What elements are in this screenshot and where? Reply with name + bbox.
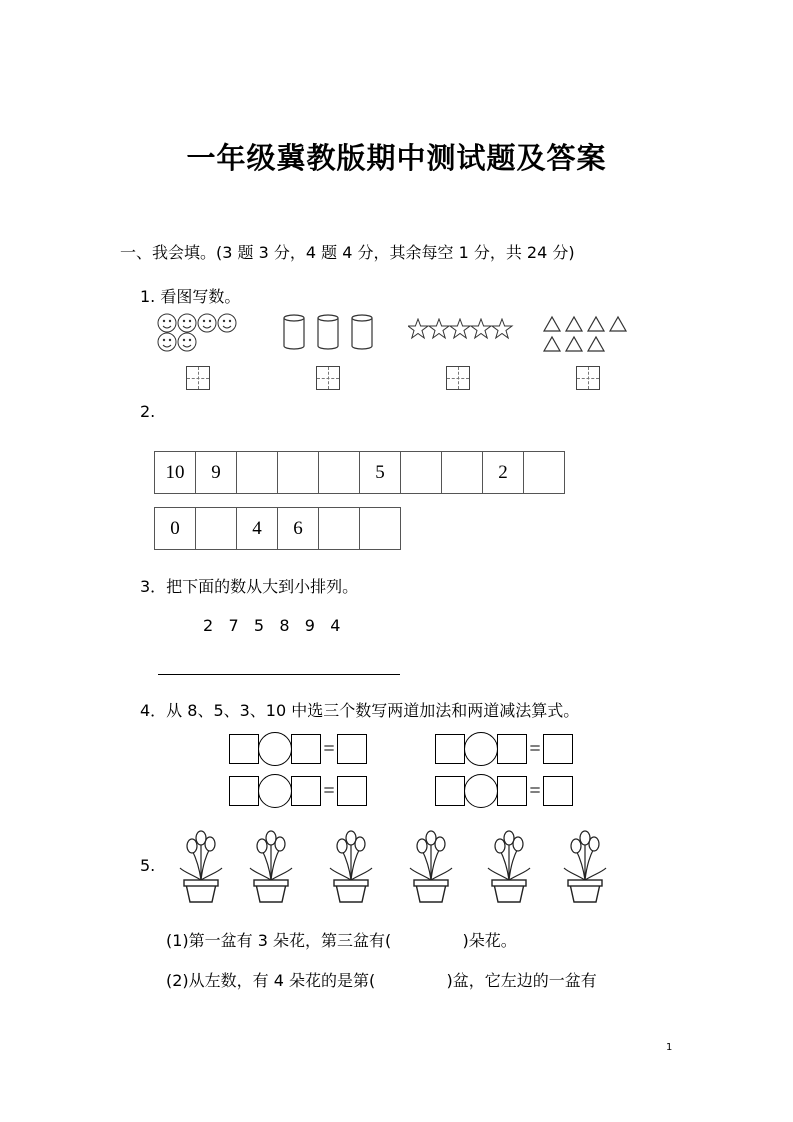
triangles-icon bbox=[542, 314, 632, 354]
sequence-cell[interactable] bbox=[524, 452, 565, 494]
flower-pots-illustration bbox=[170, 824, 630, 904]
number-box[interactable] bbox=[229, 734, 259, 764]
sequence-cell[interactable]: 10 bbox=[155, 452, 196, 494]
answer-box-3[interactable] bbox=[446, 366, 470, 390]
sequence-cell[interactable] bbox=[442, 452, 483, 494]
number-box[interactable] bbox=[497, 734, 527, 764]
section-heading: 一、我会填。(3 题 3 分，4 题 4 分，其余每空 1 分，共 24 分) bbox=[120, 243, 575, 262]
number-sequence-row-1 bbox=[154, 451, 565, 494]
equals-sign: = bbox=[323, 779, 335, 802]
number-sequence-row-2 bbox=[154, 507, 401, 550]
operator-circle[interactable] bbox=[464, 774, 498, 808]
sequence-cell[interactable]: 2 bbox=[483, 452, 524, 494]
result-box[interactable] bbox=[543, 776, 573, 806]
sequence-cell[interactable]: 9 bbox=[196, 452, 237, 494]
question-2-label: 2. bbox=[140, 402, 156, 421]
answer-box-2[interactable] bbox=[316, 366, 340, 390]
question-3-label: 3．把下面的数从大到小排列。 bbox=[140, 577, 359, 596]
sequence-cell[interactable] bbox=[319, 452, 360, 494]
equals-sign: = bbox=[323, 737, 335, 760]
stars-icon bbox=[408, 318, 514, 344]
result-box[interactable] bbox=[337, 776, 367, 806]
operator-circle[interactable] bbox=[258, 774, 292, 808]
sequence-cell[interactable] bbox=[237, 452, 278, 494]
number-box[interactable] bbox=[291, 776, 321, 806]
sequence-cell[interactable]: 6 bbox=[278, 508, 319, 550]
equals-sign: = bbox=[529, 779, 541, 802]
number-box[interactable] bbox=[291, 734, 321, 764]
operator-circle[interactable] bbox=[258, 732, 292, 766]
flower-pot-icon bbox=[564, 831, 606, 902]
result-box[interactable] bbox=[337, 734, 367, 764]
number-box[interactable] bbox=[229, 776, 259, 806]
question-1-label: 1. 看图写数。 bbox=[140, 287, 241, 306]
sequence-cell[interactable] bbox=[360, 508, 401, 550]
flower-pot-icon bbox=[488, 831, 530, 902]
sequence-cell[interactable]: 0 bbox=[155, 508, 196, 550]
sequence-cell[interactable] bbox=[401, 452, 442, 494]
equation-row bbox=[435, 774, 573, 808]
answer-box-4[interactable] bbox=[576, 366, 600, 390]
result-box[interactable] bbox=[543, 734, 573, 764]
sequence-cell[interactable] bbox=[278, 452, 319, 494]
sequence-cell[interactable] bbox=[319, 508, 360, 550]
numbers-to-sort: 2 7 5 8 9 4 bbox=[203, 616, 341, 635]
answer-line[interactable] bbox=[158, 674, 400, 675]
operator-circle[interactable] bbox=[464, 732, 498, 766]
number-box[interactable] bbox=[497, 776, 527, 806]
question-5-label: 5. bbox=[140, 856, 156, 875]
equation-row bbox=[229, 774, 367, 808]
equation-row bbox=[435, 732, 573, 766]
equation-row bbox=[229, 732, 367, 766]
answer-box-1[interactable] bbox=[186, 366, 210, 390]
question-4-label: 4．从 8、5、3、10 中选三个数写两道加法和两道减法算式。 bbox=[140, 701, 580, 720]
question-5-sub-2: (2)从左数，有 4 朵花的是第( )盆，它左边的一盆有 bbox=[166, 971, 597, 990]
sequence-cell[interactable]: 5 bbox=[360, 452, 401, 494]
smiley-faces-icon bbox=[156, 312, 246, 354]
cylinders-icon bbox=[282, 313, 378, 351]
number-box[interactable] bbox=[435, 734, 465, 764]
flower-pot-icon bbox=[180, 831, 222, 902]
question-5-sub-1: (1)第一盆有 3 朵花，第三盆有( )朵花。 bbox=[166, 931, 517, 950]
equals-sign: = bbox=[529, 737, 541, 760]
sequence-cell[interactable] bbox=[196, 508, 237, 550]
number-box[interactable] bbox=[435, 776, 465, 806]
sequence-cell[interactable]: 4 bbox=[237, 508, 278, 550]
page-title: 一年级冀教版期中测试题及答案 bbox=[186, 141, 607, 175]
flower-pot-icon bbox=[410, 831, 452, 902]
page-number: 1 bbox=[666, 1042, 673, 1053]
flower-pot-icon bbox=[250, 831, 292, 902]
flower-pot-icon bbox=[330, 831, 372, 902]
